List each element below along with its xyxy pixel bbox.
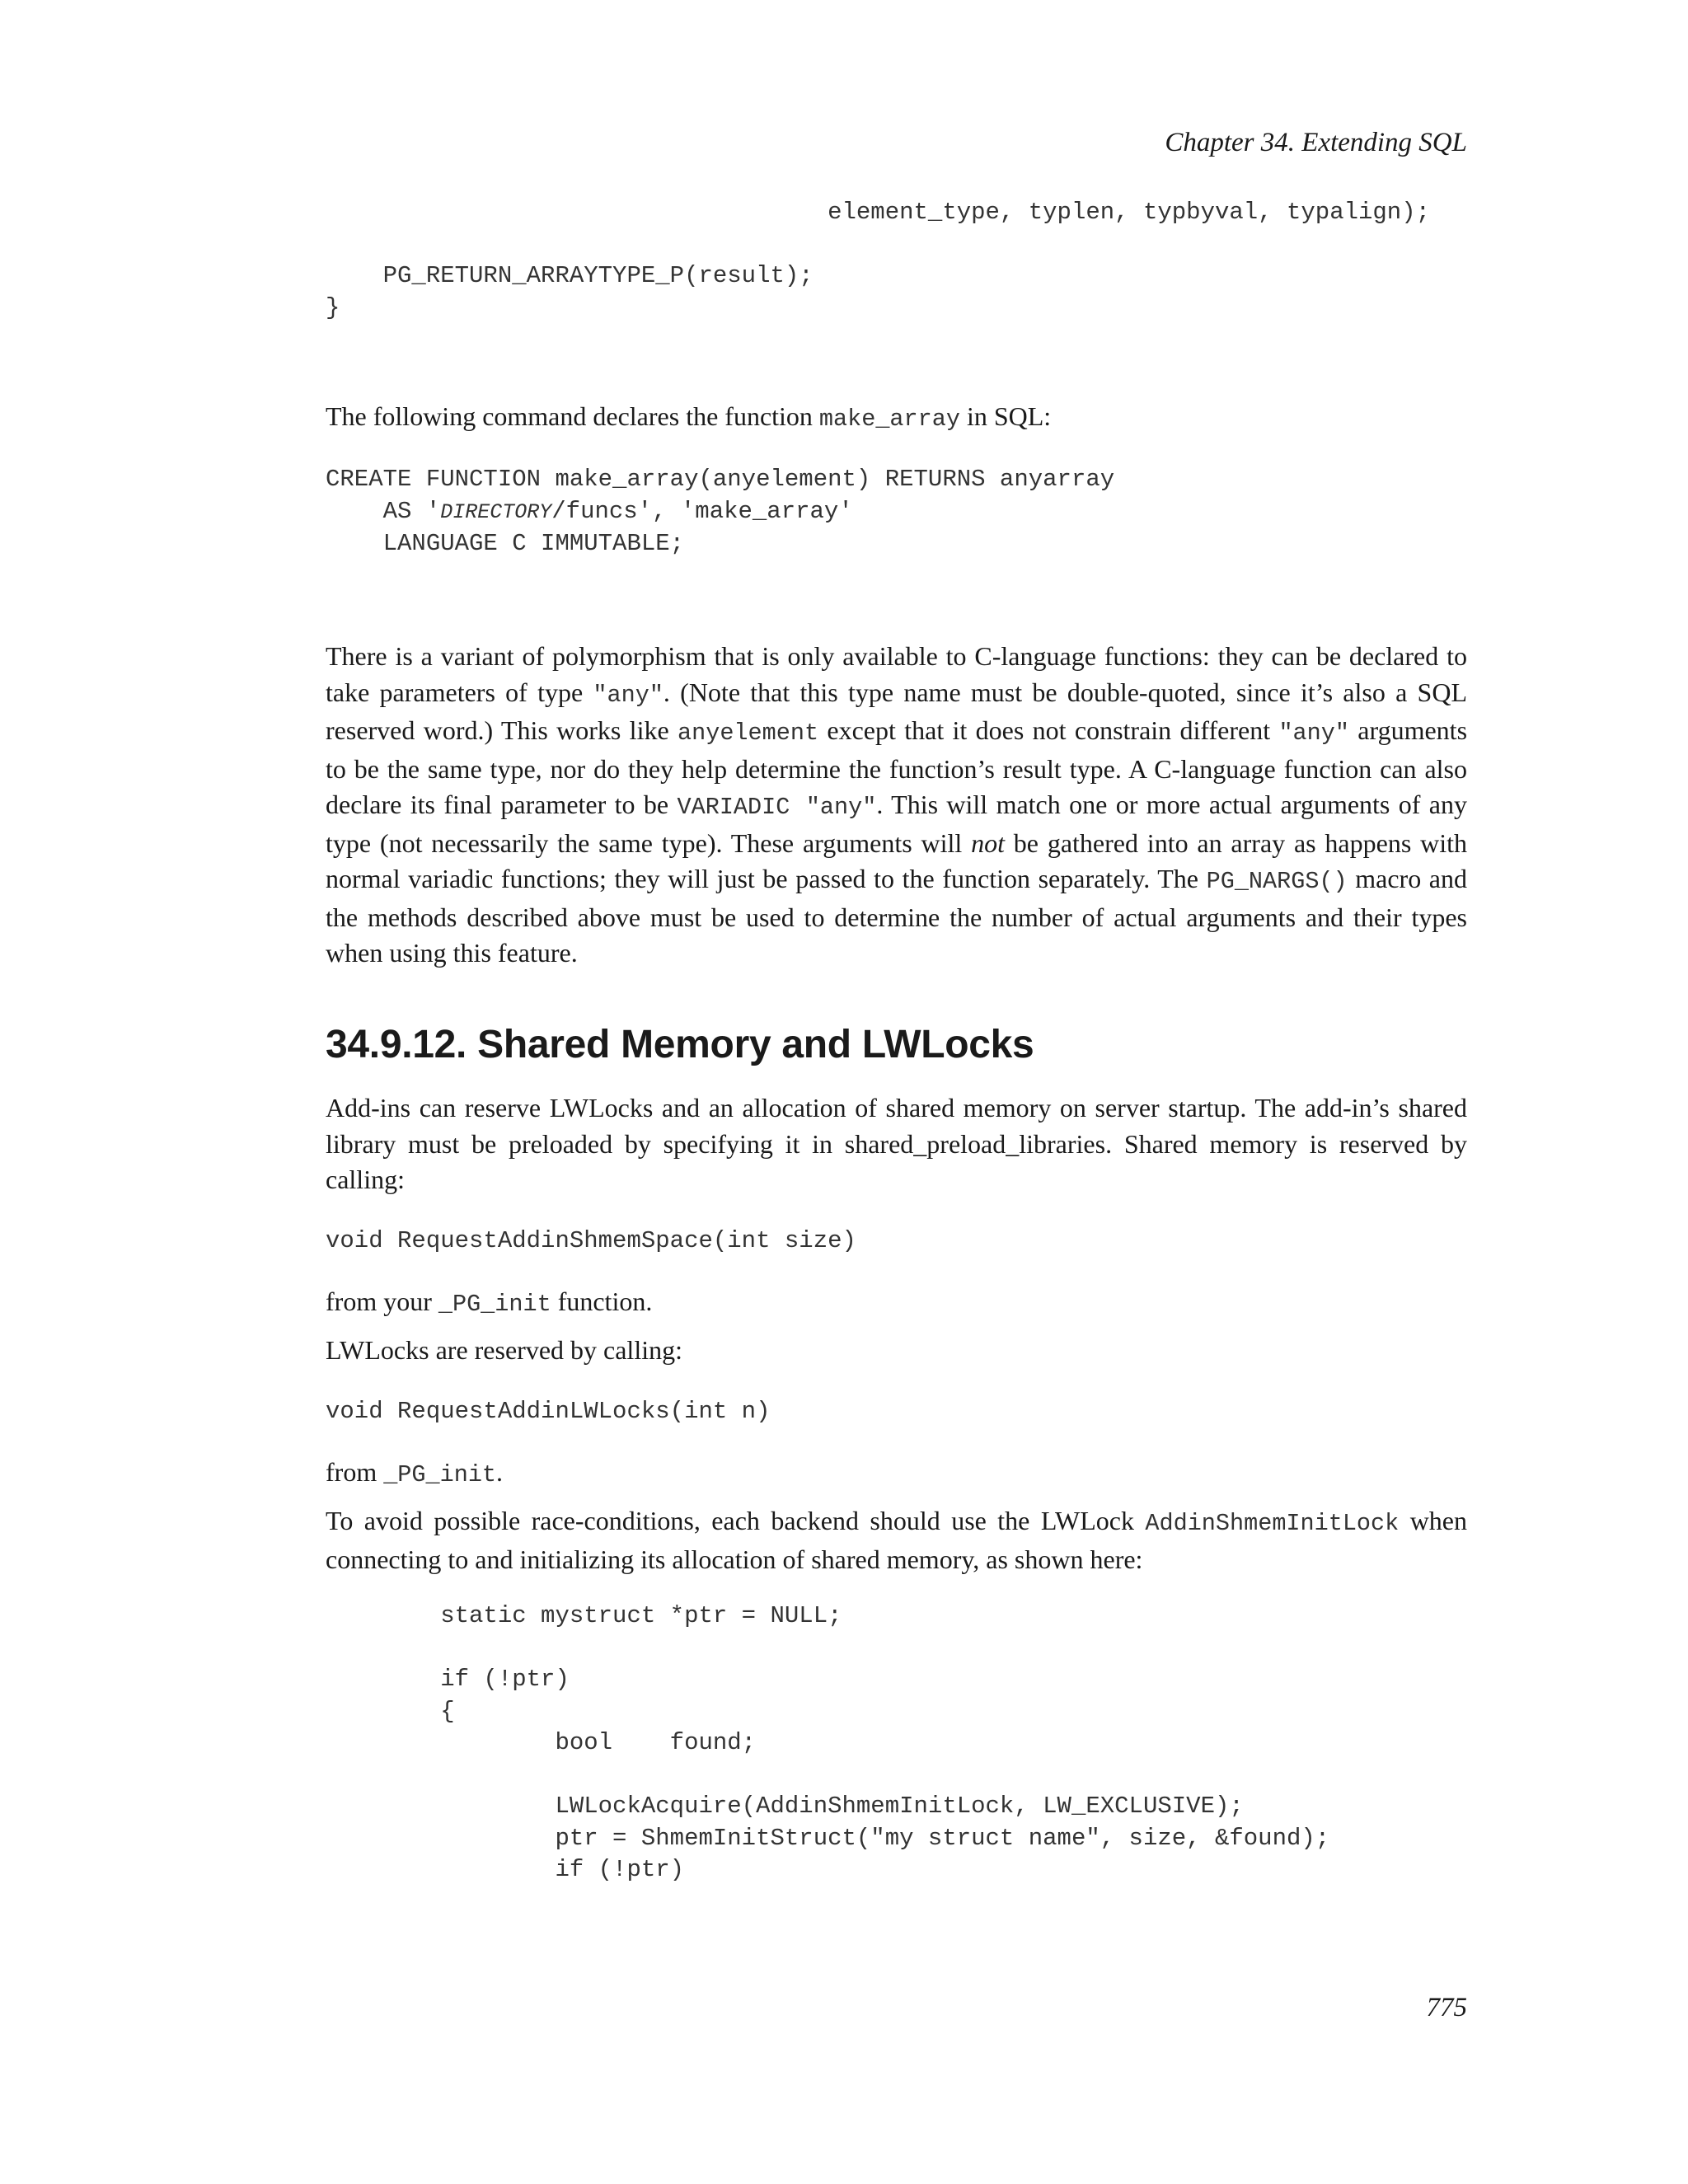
code-line: bool found; bbox=[326, 1729, 757, 1756]
emphasis: not bbox=[971, 827, 1005, 858]
code-line: { bbox=[326, 1697, 455, 1725]
inline-code: PG_NARGS() bbox=[1206, 868, 1348, 895]
section-heading: 34.9.12. Shared Memory and LWLocks bbox=[326, 1023, 1034, 1066]
code-block-request-shmem bbox=[326, 1226, 856, 1258]
code-line: static mystruct *ptr = NULL; bbox=[326, 1602, 842, 1629]
code-line: void RequestAddinLWLocks(int n) bbox=[326, 1398, 771, 1425]
inline-code: _PG_init bbox=[383, 1461, 497, 1488]
code-line: } bbox=[326, 293, 340, 321]
code-line: LWLockAcquire(AddinShmemInitLock, LW_EXCLUSIVE); bbox=[326, 1793, 1244, 1820]
code-block-continuation bbox=[326, 197, 1430, 324]
paragraph-from-your-init: from your _PG_init function. bbox=[326, 1286, 653, 1318]
code-line: LANGUAGE C IMMUTABLE; bbox=[326, 530, 685, 557]
code-block-shmem-example bbox=[326, 1601, 1329, 1886]
code-line: CREATE FUNCTION make_array(anyelement) RETURNS anyarray bbox=[326, 466, 1115, 493]
paragraph-lwlocks: LWLocks are reserved by calling: bbox=[326, 1335, 682, 1365]
inline-code: anyelement bbox=[678, 719, 819, 747]
paragraph-race-conditions: To avoid possible race-conditions, each backend should use the LWLock AddinShmemInitLock when connecting to and initializing its allocation of shared memory, as shown here: bbox=[326, 1506, 1468, 1574]
code-line: void RequestAddinShmemSpace(int size) bbox=[326, 1227, 856, 1254]
inline-code: "any" bbox=[1278, 719, 1349, 747]
inline-code: VARIADIC "any" bbox=[677, 794, 877, 821]
paragraph-addins: Add-ins can reserve LWLocks and an allocation of shared memory on server startup. The add-in’s shared library must be preloaded by specifying it in shared_preload_libraries. Shared memory is reserved by calling: bbox=[326, 1093, 1467, 1194]
inline-code: _PG_init bbox=[438, 1291, 551, 1318]
running-head: Chapter 34. Extending SQL bbox=[1165, 128, 1467, 157]
code-line: if (!ptr) bbox=[326, 1666, 570, 1693]
paragraph-from-init: from _PG_init. bbox=[326, 1457, 504, 1488]
code-block-request-lwlocks bbox=[326, 1396, 771, 1428]
document-page bbox=[326, 0, 1467, 2184]
code-block-sql bbox=[326, 464, 1114, 560]
code-line: element_type, typlen, typbyval, typalign); bbox=[326, 199, 1431, 226]
code-line: AS 'DIRECTORY/funcs', 'make_array' bbox=[326, 497, 853, 525]
inline-code: "any" bbox=[593, 681, 663, 709]
page-number: 775 bbox=[1426, 1993, 1467, 2022]
paragraph-declare-function: The following command declares the function make_array in SQL: bbox=[326, 401, 1052, 433]
paragraph-variadic-any: There is a variant of polymorphism that is only available to C-language functions: they can be declared to take parameters of type "any". (Note that this type name must be double-quoted, since it’s also a SQL reserved word.) This works like anyelement except that it does not constrain different "any" arguments to be the same type, nor do they help determine the function’s result type. A C-language function can also declare its final parameter to be VARIADIC "any". This will match one or more actual arguments of any type (not necessarily the same type). These arguments will not be gathered into an array as happens with normal variadic functions; they will just be passed to the function separately. The PG_NARGS() macro and the methods described above must be used to determine the number of actual arguments and their types when using this feature. bbox=[326, 641, 1468, 968]
code-line: PG_RETURN_ARRAYTYPE_P(result); bbox=[326, 262, 814, 289]
code-placeholder-directory: DIRECTORY bbox=[440, 499, 552, 524]
inline-code: AddinShmemInitLock bbox=[1145, 1510, 1400, 1537]
inline-code: make_array bbox=[818, 405, 960, 433]
code-line: if (!ptr) bbox=[326, 1856, 685, 1883]
code-line: ptr = ShmemInitStruct("my struct name", size, &found); bbox=[326, 1824, 1330, 1852]
